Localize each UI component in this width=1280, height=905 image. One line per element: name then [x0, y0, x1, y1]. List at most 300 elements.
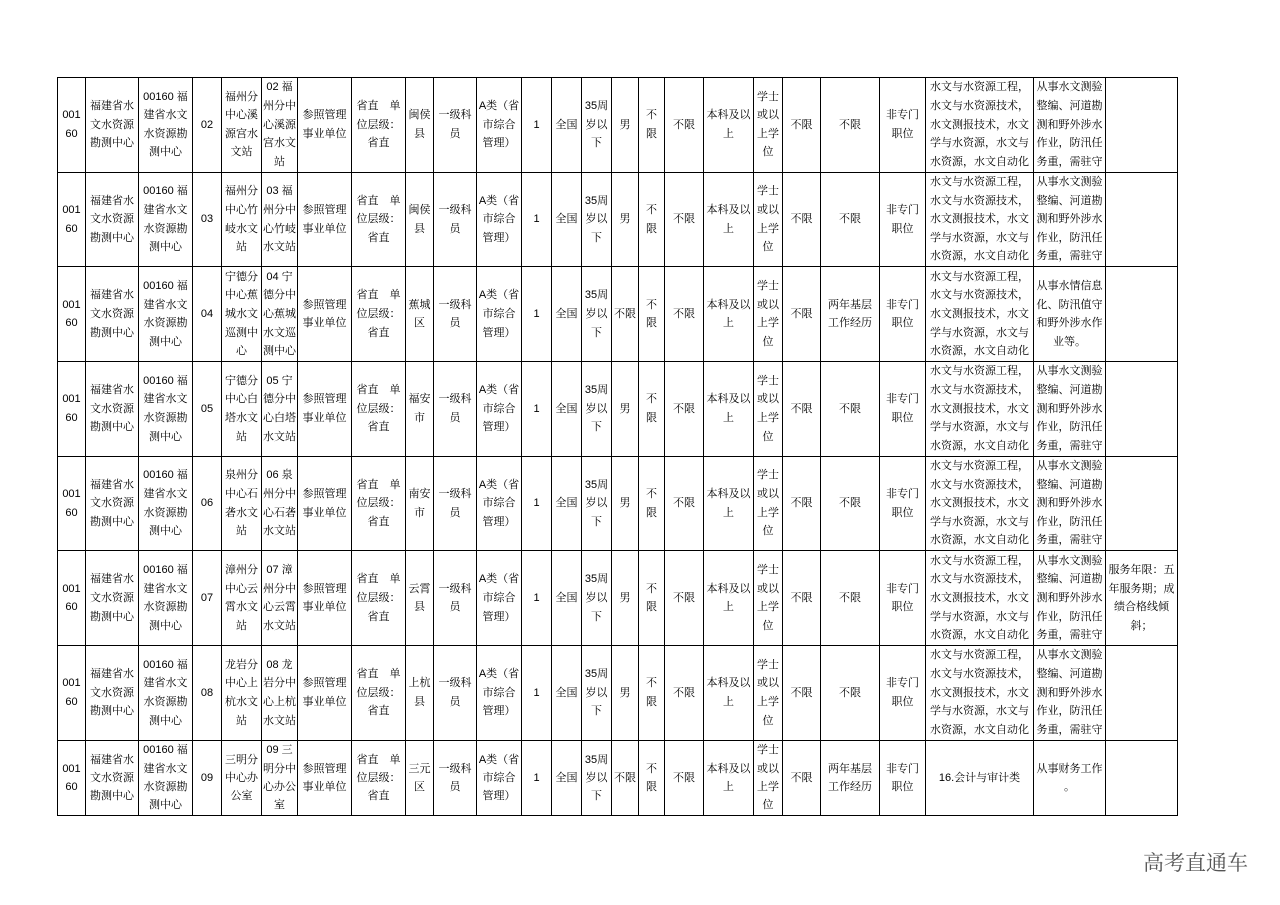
- major-requirement-cell: [926, 362, 1034, 457]
- rank-text: 一级科员: [438, 109, 472, 140]
- job-description-cell: [1034, 78, 1106, 173]
- position-type-text: 非专门职位: [885, 677, 919, 708]
- work-location-text: 福安市: [408, 393, 431, 424]
- major-requirement-cell: [926, 646, 1034, 741]
- work-location-cell: [406, 362, 434, 457]
- age-requirement-text: 35周岁以下: [584, 194, 609, 244]
- unit-type-cell: [298, 551, 352, 646]
- unit-name-cell: [86, 267, 139, 362]
- unit-code-text: 00160: [62, 582, 81, 614]
- table-row: [58, 456, 1178, 551]
- headcount-cell: [522, 740, 552, 815]
- other-requirement-2-cell: [665, 267, 704, 362]
- unit-code-name-cell: [139, 267, 193, 362]
- position-code-name-text: 08 龙岩分中心上杭水文站: [262, 658, 296, 727]
- job-description-text: 从事水情信息化、防汛值守和野外涉水作业等。: [1036, 280, 1103, 348]
- job-description-text: 从事水文测验整编、河道勘测和野外涉水作业，防汛任务重，需驻守: [1036, 176, 1103, 263]
- unit-name-cell: [86, 172, 139, 267]
- watermark-text: 高考直通车: [1143, 852, 1248, 875]
- unit-code-name-text: 00160 福建省水文水资源勘测中心: [143, 658, 188, 727]
- position-code-name-text: 03 福州分中心竹岐水文站: [262, 185, 296, 254]
- unit-name-text: 福建省水文水资源勘测中心: [89, 573, 134, 623]
- position-code-name-cell: [262, 740, 298, 815]
- unit-name-text: 福建省水文水资源勘测中心: [89, 194, 134, 244]
- other-requirement-3-text: 不限: [790, 591, 813, 604]
- other-requirement-3-cell: [783, 78, 821, 173]
- remarks-cell: [1106, 551, 1178, 646]
- work-location-text: 上杭县: [408, 677, 431, 708]
- work-experience-cell: [821, 362, 880, 457]
- exam-category-text: A类（省市综合管理）: [478, 753, 520, 802]
- recruit-scope-text: 全国: [555, 591, 578, 604]
- position-name-text: 漳州分中心云霄水文站: [224, 564, 258, 632]
- job-description-text: 从事水文测验整编、河道勘测和野外涉水作业，防汛任务重，需驻守: [1036, 81, 1103, 168]
- age-requirement-text: 35周岁以下: [584, 478, 609, 528]
- other-requirement-1-cell: [639, 646, 665, 741]
- age-requirement-text: 35周岁以下: [584, 99, 609, 150]
- education-requirement-text: 本科及以上: [706, 677, 751, 708]
- headcount-cell: [522, 78, 552, 173]
- recruit-scope-cell: [552, 740, 582, 815]
- other-requirement-2-text: 不限: [673, 307, 695, 320]
- position-name-text: 福州分中心溪源宫水文站: [224, 90, 258, 159]
- rank-cell: [434, 646, 477, 741]
- headcount-text: 1: [533, 771, 540, 784]
- unit-name-text: 福建省水文水资源勘测中心: [89, 668, 134, 718]
- work-location-text: 闽侯县: [408, 109, 431, 140]
- other-requirement-3-text: 不限: [790, 686, 813, 699]
- degree-requirement-cell: [754, 267, 783, 362]
- unit-code-cell: [58, 456, 86, 551]
- work-experience-cell: [821, 551, 880, 646]
- position-type-text: 非专门职位: [885, 488, 919, 519]
- position-code-name-cell: [262, 172, 298, 267]
- other-requirement-1-cell: [639, 551, 665, 646]
- position-code-text: 04: [200, 307, 214, 320]
- age-requirement-cell: [582, 78, 612, 173]
- other-requirement-3-cell: [783, 646, 821, 741]
- work-experience-text: 不限: [838, 591, 861, 604]
- position-code-text: 09: [200, 771, 214, 784]
- education-requirement-text: 本科及以上: [706, 762, 751, 793]
- unit-code-name-cell: [139, 456, 193, 551]
- job-description-cell: [1034, 267, 1106, 362]
- degree-requirement-text: 学士或以上学位: [756, 469, 779, 538]
- work-experience-cell: [821, 172, 880, 267]
- headcount-text: 1: [533, 402, 540, 415]
- recruit-scope-text: 全国: [555, 497, 578, 510]
- headcount-cell: [522, 646, 552, 741]
- unit-level-cell: [352, 267, 406, 362]
- education-requirement-cell: [704, 646, 754, 741]
- unit-name-text: 福建省水文水资源勘测中心: [89, 384, 134, 434]
- rank-text: 一级科员: [438, 488, 472, 519]
- other-requirement-2-text: 不限: [673, 497, 695, 510]
- position-code-cell: [193, 646, 222, 741]
- unit-type-cell: [298, 740, 352, 815]
- other-requirement-2-cell: [665, 362, 704, 457]
- unit-level-text: 省直 单位层级：省直: [356, 753, 401, 802]
- headcount-text: 1: [533, 497, 540, 510]
- position-type-text: 非专门职位: [885, 582, 919, 614]
- other-requirement-3-cell: [783, 362, 821, 457]
- gender-requirement-text: 不限: [613, 307, 636, 320]
- unit-name-cell: [86, 456, 139, 551]
- gender-requirement-text: 男: [619, 591, 631, 604]
- unit-name-cell: [86, 551, 139, 646]
- gender-requirement-text: 男: [619, 497, 631, 510]
- work-experience-cell: [821, 78, 880, 173]
- age-requirement-text: 35周岁以下: [584, 289, 609, 339]
- work-experience-cell: [821, 456, 880, 551]
- position-name-text: 龙岩分中心上杭水文站: [224, 658, 258, 727]
- job-description-cell: [1034, 551, 1106, 646]
- position-code-name-cell: [262, 646, 298, 741]
- unit-code-cell: [58, 740, 86, 815]
- unit-code-text: 00160: [62, 203, 81, 235]
- other-requirement-3-cell: [783, 456, 821, 551]
- major-requirement-text: 16.会计与审计类: [938, 771, 1021, 784]
- position-name-cell: [222, 267, 262, 362]
- work-location-cell: [406, 646, 434, 741]
- headcount-text: 1: [533, 213, 540, 226]
- job-description-cell: [1034, 646, 1106, 741]
- remarks-cell: [1106, 78, 1178, 173]
- table-row: [58, 267, 1178, 362]
- exam-category-cell: [477, 646, 522, 741]
- work-experience-cell: [821, 646, 880, 741]
- gender-requirement-cell: [612, 267, 639, 362]
- unit-type-cell: [298, 456, 352, 551]
- other-requirement-3-cell: [783, 551, 821, 646]
- position-name-cell: [222, 646, 262, 741]
- education-requirement-text: 本科及以上: [706, 393, 751, 424]
- education-requirement-cell: [704, 362, 754, 457]
- table-row: [58, 551, 1178, 646]
- education-requirement-text: 本科及以上: [706, 203, 751, 235]
- age-requirement-text: 35周岁以下: [584, 668, 609, 718]
- recruit-scope-cell: [552, 362, 582, 457]
- recruit-scope-cell: [552, 78, 582, 173]
- recruit-scope-cell: [552, 646, 582, 741]
- degree-requirement-text: 学士或以上学位: [756, 564, 779, 632]
- job-description-cell: [1034, 172, 1106, 267]
- headcount-cell: [522, 362, 552, 457]
- major-requirement-text: 水文与水资源工程，水文与水资源技术，水文测报技术，水文学与水资源，水文与水资源，水文自动化: [929, 270, 1029, 358]
- education-requirement-text: 本科及以上: [706, 109, 751, 140]
- gender-requirement-cell: [612, 172, 639, 267]
- position-type-text: 非专门职位: [885, 109, 919, 140]
- job-description-cell: [1034, 740, 1106, 815]
- unit-code-name-text: 00160 福建省水文水资源勘测中心: [143, 744, 188, 812]
- unit-level-text: 省直 单位层级：省直: [356, 384, 401, 434]
- rank-text: 一级科员: [438, 298, 472, 330]
- unit-code-text: 00160: [62, 762, 81, 793]
- age-requirement-cell: [582, 172, 612, 267]
- remarks-cell: [1106, 172, 1178, 267]
- age-requirement-text: 35周岁以下: [584, 384, 609, 434]
- other-requirement-2-text: 不限: [673, 213, 695, 226]
- recruit-scope-text: 全国: [555, 307, 578, 320]
- recruit-scope-cell: [552, 551, 582, 646]
- position-code-cell: [193, 267, 222, 362]
- work-location-text: 南安市: [408, 488, 431, 519]
- exam-category-cell: [477, 362, 522, 457]
- position-name-cell: [222, 78, 262, 173]
- major-requirement-text: 水文与水资源工程，水文与水资源技术，水文测报技术，水文学与水资源，水文与水资源，水文自动化: [929, 81, 1029, 168]
- unit-code-text: 00160: [62, 298, 81, 330]
- gender-requirement-text: 男: [619, 402, 631, 415]
- degree-requirement-text: 学士或以上学位: [756, 280, 779, 348]
- recruit-scope-cell: [552, 456, 582, 551]
- rank-cell: [434, 267, 477, 362]
- unit-type-cell: [298, 362, 352, 457]
- headcount-text: 1: [533, 118, 540, 131]
- work-location-cell: [406, 456, 434, 551]
- unit-code-text: 00160: [62, 677, 81, 708]
- unit-level-cell: [352, 646, 406, 741]
- other-requirement-2-cell: [665, 456, 704, 551]
- education-requirement-cell: [704, 740, 754, 815]
- gender-requirement-text: 不限: [613, 771, 636, 784]
- degree-requirement-cell: [754, 78, 783, 173]
- degree-requirement-cell: [754, 172, 783, 267]
- unit-level-cell: [352, 362, 406, 457]
- work-experience-cell: [821, 740, 880, 815]
- rank-cell: [434, 740, 477, 815]
- gender-requirement-text: 男: [619, 686, 631, 699]
- position-code-name-cell: [262, 78, 298, 173]
- major-requirement-cell: [926, 267, 1034, 362]
- rank-cell: [434, 362, 477, 457]
- other-requirement-2-text: 不限: [673, 771, 695, 784]
- position-code-cell: [193, 172, 222, 267]
- unit-level-cell: [352, 78, 406, 173]
- unit-name-cell: [86, 78, 139, 173]
- education-requirement-text: 本科及以上: [706, 298, 751, 330]
- position-code-name-cell: [262, 362, 298, 457]
- gender-requirement-cell: [612, 551, 639, 646]
- positions-table: [57, 77, 1178, 816]
- remarks-cell: [1106, 267, 1178, 362]
- education-requirement-text: 本科及以上: [706, 582, 751, 614]
- unit-code-name-cell: [139, 740, 193, 815]
- rank-text: 一级科员: [438, 393, 472, 424]
- unit-code-name-cell: [139, 551, 193, 646]
- position-name-text: 泉州分中心石砻水文站: [224, 469, 258, 538]
- other-requirement-1-text: 不限: [645, 203, 657, 235]
- unit-name-text: 福建省水文水资源勘测中心: [89, 99, 134, 150]
- rank-text: 一级科员: [438, 582, 472, 614]
- unit-name-text: 福建省水文水资源勘测中心: [89, 753, 134, 802]
- exam-category-cell: [477, 78, 522, 173]
- other-requirement-3-cell: [783, 740, 821, 815]
- unit-level-text: 省直 单位层级：省直: [356, 573, 401, 623]
- position-code-text: 08: [200, 686, 214, 699]
- position-type-cell: [880, 267, 926, 362]
- rank-text: 一级科员: [438, 203, 472, 235]
- other-requirement-1-text: 不限: [645, 488, 657, 519]
- other-requirement-3-text: 不限: [790, 307, 813, 320]
- recruit-scope-text: 全国: [555, 771, 578, 784]
- unit-type-text: 参照管理事业单位: [302, 762, 347, 793]
- unit-level-cell: [352, 456, 406, 551]
- position-name-text: 宁德分中心蕉城水文巡测中心: [224, 270, 258, 358]
- unit-code-cell: [58, 78, 86, 173]
- position-code-text: 02: [200, 118, 214, 131]
- job-description-cell: [1034, 456, 1106, 551]
- work-experience-text: 不限: [838, 686, 861, 699]
- other-requirement-1-cell: [639, 78, 665, 173]
- major-requirement-text: 水文与水资源工程，水文与水资源技术，水文测报技术，水文学与水资源，水文与水资源，水文自动化: [929, 176, 1029, 263]
- position-name-text: 福州分中心竹岐水文站: [224, 185, 258, 254]
- age-requirement-cell: [582, 551, 612, 646]
- unit-name-cell: [86, 646, 139, 741]
- headcount-text: 1: [533, 307, 540, 320]
- position-type-text: 非专门职位: [885, 298, 919, 330]
- unit-code-cell: [58, 172, 86, 267]
- work-location-text: 三元区: [408, 762, 431, 793]
- other-requirement-1-cell: [639, 267, 665, 362]
- work-experience-text: 不限: [838, 402, 861, 415]
- unit-type-cell: [298, 267, 352, 362]
- position-name-cell: [222, 456, 262, 551]
- exam-category-text: A类（省市综合管理）: [478, 573, 520, 623]
- unit-level-cell: [352, 551, 406, 646]
- rank-text: 一级科员: [438, 762, 472, 793]
- position-code-cell: [193, 551, 222, 646]
- unit-code-name-text: 00160 福建省水文水资源勘测中心: [143, 185, 188, 254]
- degree-requirement-cell: [754, 646, 783, 741]
- other-requirement-2-text: 不限: [673, 402, 695, 415]
- unit-level-cell: [352, 172, 406, 267]
- other-requirement-1-text: 不限: [645, 762, 657, 793]
- position-type-cell: [880, 78, 926, 173]
- unit-type-text: 参照管理事业单位: [302, 203, 347, 235]
- position-code-name-text: 06 泉州分中心石砻水文站: [262, 469, 296, 538]
- other-requirement-1-cell: [639, 456, 665, 551]
- other-requirement-3-cell: [783, 172, 821, 267]
- other-requirement-3-text: 不限: [790, 771, 813, 784]
- major-requirement-cell: [926, 78, 1034, 173]
- other-requirement-2-text: 不限: [673, 686, 695, 699]
- age-requirement-cell: [582, 740, 612, 815]
- headcount-cell: [522, 456, 552, 551]
- major-requirement-cell: [926, 551, 1034, 646]
- position-type-cell: [880, 740, 926, 815]
- rank-text: 一级科员: [438, 677, 472, 708]
- education-requirement-cell: [704, 78, 754, 173]
- job-description-cell: [1034, 362, 1106, 457]
- other-requirement-1-text: 不限: [645, 582, 657, 614]
- education-requirement-cell: [704, 456, 754, 551]
- work-experience-text: 两年基层工作经历: [827, 762, 872, 793]
- unit-level-text: 省直 单位层级：省直: [356, 668, 401, 718]
- other-requirement-1-cell: [639, 172, 665, 267]
- degree-requirement-text: 学士或以上学位: [756, 744, 779, 812]
- other-requirement-2-cell: [665, 551, 704, 646]
- position-type-text: 非专门职位: [885, 393, 919, 424]
- age-requirement-cell: [582, 362, 612, 457]
- unit-code-name-text: 00160 福建省水文水资源勘测中心: [143, 280, 188, 348]
- headcount-cell: [522, 551, 552, 646]
- unit-code-cell: [58, 362, 86, 457]
- other-requirement-3-text: 不限: [790, 497, 813, 510]
- unit-type-text: 参照管理事业单位: [302, 393, 347, 424]
- position-code-name-cell: [262, 456, 298, 551]
- other-requirement-1-cell: [639, 740, 665, 815]
- unit-level-cell: [352, 740, 406, 815]
- position-name-cell: [222, 740, 262, 815]
- position-code-text: 06: [200, 497, 214, 510]
- remarks-text: 服务年限：五年服务期；成绩合格线倾斜；: [1108, 564, 1175, 632]
- gender-requirement-text: 男: [619, 118, 631, 131]
- work-location-cell: [406, 172, 434, 267]
- table-row: [58, 646, 1178, 741]
- work-location-cell: [406, 78, 434, 173]
- position-code-name-cell: [262, 267, 298, 362]
- unit-type-cell: [298, 646, 352, 741]
- recruit-scope-text: 全国: [555, 213, 578, 226]
- exam-category-cell: [477, 551, 522, 646]
- unit-code-name-cell: [139, 172, 193, 267]
- other-requirement-2-text: 不限: [673, 591, 695, 604]
- other-requirement-1-text: 不限: [645, 298, 657, 330]
- unit-level-text: 省直 单位层级：省直: [356, 99, 401, 150]
- unit-code-cell: [58, 551, 86, 646]
- work-experience-cell: [821, 267, 880, 362]
- position-name-text: 宁德分中心白塔水文站: [224, 374, 258, 443]
- position-type-cell: [880, 362, 926, 457]
- unit-code-name-cell: [139, 78, 193, 173]
- other-requirement-3-text: 不限: [790, 213, 813, 226]
- exam-category-text: A类（省市综合管理）: [478, 289, 520, 339]
- education-requirement-text: 本科及以上: [706, 488, 751, 519]
- position-name-cell: [222, 362, 262, 457]
- rank-cell: [434, 551, 477, 646]
- position-type-cell: [880, 172, 926, 267]
- exam-category-cell: [477, 267, 522, 362]
- degree-requirement-text: 学士或以上学位: [756, 90, 779, 159]
- job-description-text: 从事水文测验整编、河道勘测和野外涉水作业，防汛任务重，需驻守: [1036, 460, 1103, 547]
- exam-category-text: A类（省市综合管理）: [478, 384, 520, 434]
- degree-requirement-cell: [754, 456, 783, 551]
- gender-requirement-cell: [612, 362, 639, 457]
- other-requirement-2-cell: [665, 172, 704, 267]
- education-requirement-cell: [704, 267, 754, 362]
- unit-level-text: 省直 单位层级：省直: [356, 289, 401, 339]
- work-experience-text: 不限: [838, 118, 861, 131]
- age-requirement-cell: [582, 267, 612, 362]
- remarks-cell: [1106, 646, 1178, 741]
- other-requirement-1-text: 不限: [645, 393, 657, 424]
- job-description-text: 从事水文测验整编、河道勘测和野外涉水作业，防汛任务重，需驻守: [1036, 365, 1103, 452]
- work-location-cell: [406, 551, 434, 646]
- rank-cell: [434, 78, 477, 173]
- position-name-text: 三明分中心办公室: [224, 753, 258, 802]
- position-code-text: 05: [200, 402, 214, 415]
- unit-code-name-cell: [139, 362, 193, 457]
- recruit-scope-cell: [552, 172, 582, 267]
- work-experience-text: 两年基层工作经历: [827, 298, 872, 330]
- major-requirement-text: 水文与水资源工程，水文与水资源技术，水文测报技术，水文学与水资源，水文与水资源，水文自动化: [929, 554, 1029, 642]
- unit-type-text: 参照管理事业单位: [302, 298, 347, 330]
- other-requirement-3-text: 不限: [790, 118, 813, 131]
- position-code-name-text: 02 福州分中心溪源宫水文站: [262, 81, 296, 168]
- degree-requirement-cell: [754, 551, 783, 646]
- degree-requirement-text: 学士或以上学位: [756, 658, 779, 727]
- recruit-scope-text: 全国: [555, 118, 578, 131]
